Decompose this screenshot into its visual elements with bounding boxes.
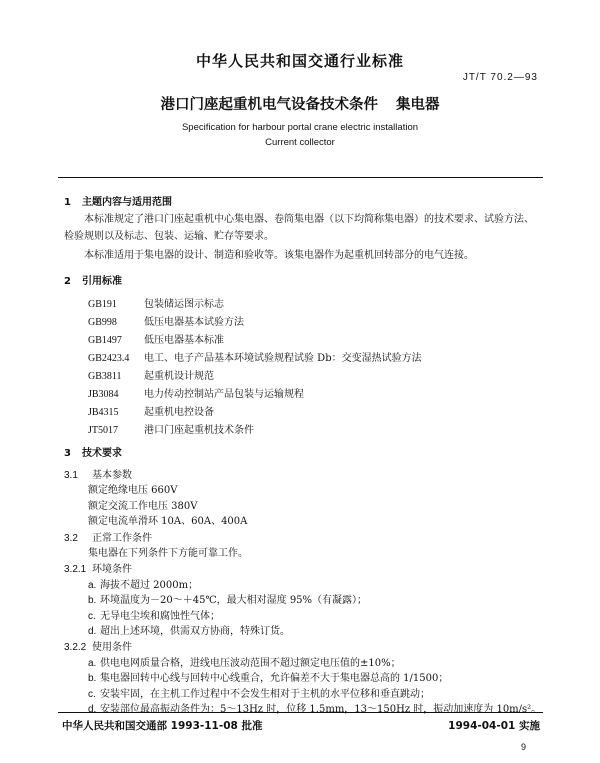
reference-code: JB3084 — [88, 389, 119, 400]
reference-title: 低压电器基本标准 — [144, 335, 224, 346]
item-text: 海拔不超过 2000m； — [100, 579, 199, 591]
subsection-title: 基本参数 — [92, 470, 132, 481]
subsection-3-1-heading — [64, 466, 132, 481]
section-title: 技术要求 — [82, 448, 122, 459]
section-title: 引用标准 — [82, 276, 122, 287]
item-text: 安装牢固，在主机工作过程中不会发生相对于主机的水平位移和垂直跳动； — [100, 688, 430, 700]
item-label: c. — [88, 610, 96, 622]
header-rule — [58, 177, 543, 178]
reference-code: GB1497 — [88, 335, 122, 346]
english-title: Specification for harbour portal crane electric installation — [181, 122, 419, 133]
item-label: b. — [88, 673, 97, 685]
item-label: b. — [88, 595, 97, 607]
reference-title: 低压电器基本试验方法 — [144, 317, 244, 328]
section-3-heading — [64, 444, 122, 459]
section-1-heading — [64, 193, 172, 208]
subsection-title: 使用条件 — [92, 642, 132, 654]
english-subtitle: Current collector — [265, 137, 335, 148]
usage-item — [88, 654, 401, 669]
item-label: a. — [88, 579, 97, 591]
reference-item — [88, 385, 304, 400]
reference-code: GB3811 — [88, 371, 122, 382]
subsection-number: 3.2.2 — [64, 642, 87, 654]
section-title: 主题内容与适用范围 — [82, 197, 172, 208]
item-text: 环境温度为－20～＋45℃，最大相对湿度 95%（有凝露）； — [100, 595, 368, 607]
reference-code: JB4315 — [88, 407, 119, 418]
item-text: 无导电尘埃和腐蚀性气体； — [100, 610, 220, 622]
usage-item — [88, 669, 448, 684]
parameter-item: 额定绝缘电压 660V — [88, 485, 178, 497]
reference-item — [88, 295, 224, 310]
subsection-3-2-1-heading — [64, 560, 132, 575]
item-label: d. — [88, 704, 97, 715]
item-text: 安装部位最高振动条件为：5～13Hz 时，位移 1.5mm，13～150Hz 时，振动加速度为 10m/s²。 — [100, 704, 542, 715]
subsection-title: 环境条件 — [92, 564, 132, 576]
subsection-title: 正常工作条件 — [92, 532, 152, 544]
item-label: d. — [88, 626, 97, 637]
reference-title: 电力传动控制站产品包装与运输规程 — [144, 389, 304, 400]
reference-item — [88, 349, 422, 364]
footer-rule — [58, 712, 543, 713]
standard-category-title: 中华人民共和国交通行业标准 — [195, 52, 404, 70]
section-1-paragraph-2: 本标准适用于集电器的设计、制造和验收等。该集电器作为起重机回转部分的电气连接。 — [84, 250, 474, 261]
reference-title: 包装储运图示标志 — [144, 299, 224, 310]
reference-code: GB2423.4 — [88, 353, 130, 364]
reference-title: 起重机设计规范 — [144, 371, 214, 382]
parameter-item: 额定交流工作电压 380V — [88, 500, 198, 512]
environment-item — [88, 622, 290, 637]
environment-item — [88, 591, 367, 606]
parameter-item: 额定电流单滑环 10A、60A、400A — [88, 516, 248, 528]
item-text: 供电电网质量合格，进线电压波动范围不超过额定电压值的±10%； — [100, 657, 401, 669]
section-number: 1 — [64, 197, 71, 208]
effective-date: 1994-04-01 实施 — [448, 720, 540, 732]
environment-item — [88, 576, 198, 591]
item-label: c. — [88, 688, 96, 700]
reference-title: 电工、电子产品基本环境试验规程试验 Db：交变湿热试验方法 — [144, 353, 422, 364]
subsection-number: 3.2.1 — [64, 564, 87, 576]
reference-code: GB998 — [88, 317, 117, 328]
section-number: 3 — [64, 448, 71, 459]
subsection-3-2-heading — [64, 529, 152, 544]
subsection-text: 集电器在下列条件下方能可靠工作。 — [88, 548, 248, 559]
item-label: a. — [88, 657, 97, 669]
subsection-number: 3.1 — [64, 470, 78, 481]
subsection-number: 3.2 — [64, 532, 78, 544]
standard-code: JT/T 70.2—93 — [462, 72, 538, 83]
reference-code: GB191 — [88, 299, 117, 310]
subsection-3-2-2-heading — [64, 638, 132, 653]
approval-line: 中华人民共和国交通部 1993-11-08 批准 — [62, 720, 263, 732]
reference-item — [88, 403, 214, 418]
reference-title: 起重机电控设备 — [144, 407, 214, 418]
item-text: 集电器回转中心线与回转中心线重合，允许偏差不大于集电器总高的 1/1500； — [100, 673, 449, 685]
page-number: 9 — [520, 742, 526, 752]
section-2-heading — [64, 272, 122, 287]
reference-item — [88, 331, 224, 346]
reference-code: JT5017 — [88, 425, 118, 436]
reference-item — [88, 313, 244, 328]
document-title — [0, 93, 600, 114]
item-text: 超出上述环境，供需双方协商，特殊订货。 — [100, 626, 290, 637]
section-1-paragraph-1: 本标准规定了港口门座起重机中心集电器、卷筒集电器（以下均简称集电器）的技术要求、试验方法、检验规则以及标志、包装、运输、贮存等要求。 — [64, 214, 534, 242]
environment-item — [88, 607, 220, 622]
document-title-part: 集电器 — [396, 97, 440, 113]
document-title-main: 港口门座起重机电气设备技术条件 — [160, 97, 378, 113]
reference-item — [88, 421, 254, 436]
reference-item — [88, 367, 214, 382]
section-number: 2 — [64, 276, 71, 287]
reference-title: 港口门座起重机技术条件 — [144, 425, 254, 436]
usage-item — [88, 685, 430, 700]
